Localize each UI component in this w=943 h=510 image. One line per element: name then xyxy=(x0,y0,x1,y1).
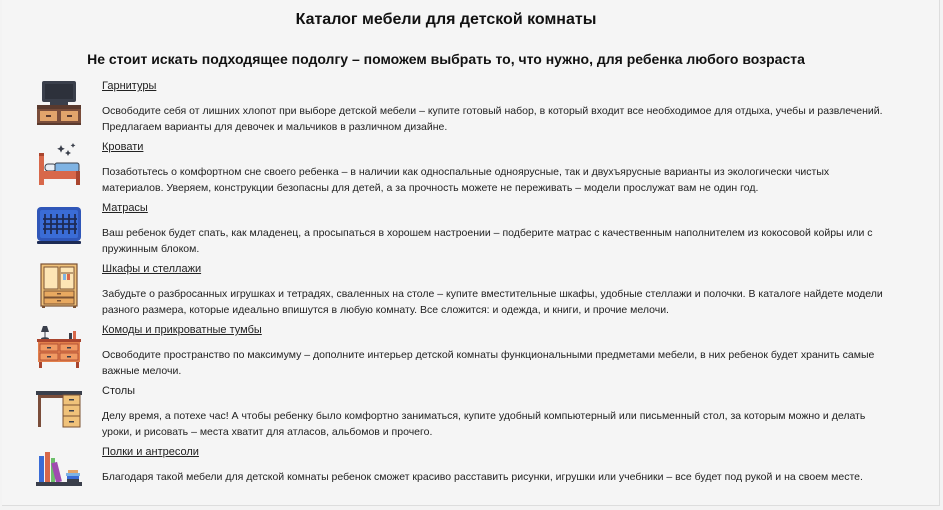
category-item-sets xyxy=(2,80,939,140)
bookshelf-icon xyxy=(35,446,83,492)
category-description: Благодаря такой мебели для детской комнаты ребенок сможет красиво расставить рисунки, игрушки или учебники – все будет под рукой и на своем месте. xyxy=(102,471,863,483)
category-description: Освободите пространство по максимуму – дополните интерьер детской комнаты функциональными предметами мебели, в них ребенок будет хранить самые важные мелочи. xyxy=(102,349,875,377)
category-description: Делу время, а потехе час! А чтобы ребенку было комфортно заниматься, купите удобный компьютерный или письменный стол, за которым можно и делать уроки, и рисовать – места хватит для атласов, альбомов и прочего. xyxy=(102,410,866,438)
category-link[interactable]: Матрасы xyxy=(102,202,148,214)
category-link[interactable]: Комоды и прикроватные тумбы xyxy=(102,324,262,336)
tv-stand-icon xyxy=(35,80,83,126)
wardrobe-icon xyxy=(35,263,83,309)
category-item-beds xyxy=(2,141,939,201)
category-item-wardrobes xyxy=(2,263,939,323)
dresser-icon xyxy=(35,324,83,370)
category-description: Забудьте о разбросанных игрушках и тетрадях, сваленных на столе – купите вместительные шкафы, удобные стеллажи и полочки. В каталоге найдете модели разного размера, которые идеально впишутся в любую комнату. Все сложится: и одежда, и книги, и прочие мелочи. xyxy=(102,288,883,316)
category-item-shelves xyxy=(2,446,939,506)
mattress-icon xyxy=(35,202,83,248)
category-link[interactable]: Шкафы и стеллажи xyxy=(102,263,202,275)
category-item-dressers xyxy=(2,324,939,384)
category-description: Ваш ребенок будет спать, как младенец, а просыпаться в хорошем настроении – подберите матрас с качественным наполнителем из кокосовой койры или с пружинным блоком. xyxy=(102,227,873,255)
catalog-page xyxy=(2,0,940,506)
bed-icon xyxy=(35,141,83,187)
desk-icon xyxy=(35,385,83,431)
category-link[interactable]: Полки и антресоли xyxy=(102,446,199,458)
category-item-desks xyxy=(2,385,939,445)
page-title: Каталог мебели для детской комнаты xyxy=(295,11,597,28)
category-item-mattresses xyxy=(2,202,939,262)
category-description: Позаботьтесь о комфортном сне своего ребенка – в наличии как односпальные одноярусные, так и двухъярусные варианты из экологически чистых материалов. Уверяем, конструкции безопасны для детей, а за прочность можете не переживать – модели прослужат вам не один год. xyxy=(102,166,830,194)
category-link[interactable]: Гарнитуры xyxy=(102,80,157,92)
category-description: Освободите себя от лишних хлопот при выборе детской мебели – купите готовый набор, в который входит все необходимое для отдыха, учебы и развлечений. Предлагаем варианты для девочек и мальчиков в различном дизайне. xyxy=(102,105,883,133)
category-name: Столы xyxy=(102,385,136,397)
category-link[interactable]: Кровати xyxy=(102,141,144,153)
page-subtitle: Не стоит искать подходящее подолгу – поможем выбрать то, что нужно, для ребенка любого возраста xyxy=(87,51,805,67)
